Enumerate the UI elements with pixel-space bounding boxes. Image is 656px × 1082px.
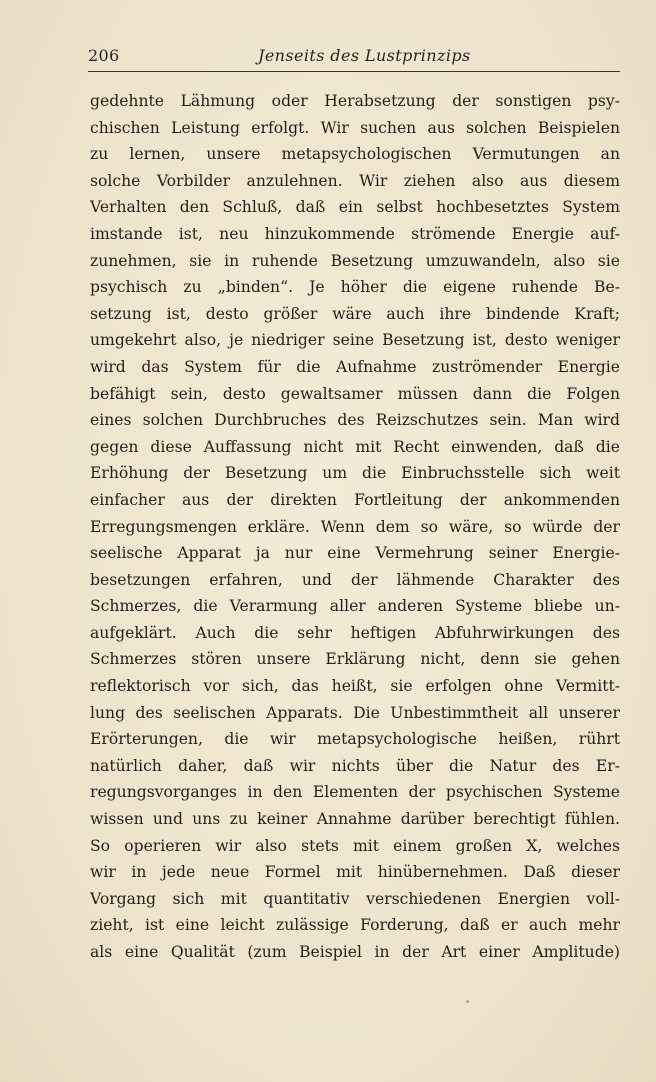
text-line: zu lernen, unsere metapsychologischen Vermutungen an — [90, 145, 620, 164]
text-line: psychisch zu „binden“. Je höher die eigene ruhende Be- — [90, 278, 620, 297]
text-line: besetzungen erfahren, und der lähmende Charakter des — [90, 570, 620, 589]
text-line: lung des seelischen Apparats. Die Unbestimmtheit all unserer — [90, 703, 620, 722]
text-line: wir in jede neue Formel mit hinübernehmen. Daß dieser — [90, 863, 620, 882]
text-line: wissen und uns zu keiner Annahme darüber berechtigt fühlen. — [90, 810, 620, 829]
text-line: befähigt sein, desto gewaltsamer müssen dann die Folgen — [90, 384, 620, 403]
page-number: 206 — [88, 46, 120, 65]
text-line: als eine Qualität (zum Beispiel in der Art einer Amplitude) — [90, 943, 620, 961]
text-line: gegen diese Auffassung nicht mit Recht einwenden, daß die — [90, 437, 620, 456]
text-line: aufgeklärt. Auch die sehr heftigen Abfuhrwirkungen des — [90, 623, 620, 642]
text-line: eines solchen Durchbruches des Reizschutzes sein. Man wird — [90, 411, 620, 430]
text-line: Schmerzes, die Verarmung aller anderen Systeme bliebe un- — [90, 597, 620, 616]
text-line: Erregungsmengen erkläre. Wenn dem so wäre, so würde der — [90, 517, 620, 536]
text-line: Erhöhung der Besetzung um die Einbruchsstelle sich weit — [90, 464, 620, 483]
text-line: So operieren wir also stets mit einem großen X, welches — [90, 836, 620, 855]
text-line: gedehnte Lähmung oder Herabsetzung der sonstigen psy- — [90, 92, 620, 110]
text-line: umgekehrt also, je niedriger seine Besetzung ist, desto weniger — [90, 331, 620, 350]
text-line: reflektorisch vor sich, das heißt, sie erfolgen ohne Vermitt- — [90, 677, 620, 696]
text-line: solche Vorbilder anzulehnen. Wir ziehen also aus diesem — [90, 171, 620, 190]
text-line: regungsvorganges in den Elementen der psychischen Systeme — [90, 783, 620, 802]
text-line: wird das System für die Aufnahme zuströmender Energie — [90, 357, 620, 376]
text-line: zieht, ist eine leicht zulässige Forderung, daß er auch mehr — [90, 916, 620, 935]
paper-speck — [466, 1000, 469, 1003]
text-line: Schmerzes stören unsere Erklärung nicht, denn sie gehen — [90, 650, 620, 669]
text-line: imstande ist, neu hinzukommende strömende Energie auf- — [90, 224, 620, 243]
text-line: chischen Leistung erfolgt. Wir suchen aus solchen Beispielen — [90, 118, 620, 137]
text-line: setzung ist, desto größer wäre auch ihre bindende Kraft; — [90, 304, 620, 323]
header-rule — [88, 71, 620, 72]
text-line: Vorgang sich mit quantitativ verschiedenen Energien voll- — [90, 889, 620, 908]
running-head — [88, 46, 620, 70]
text-line: Verhalten den Schluß, daß ein selbst hochbesetztes System — [90, 198, 620, 217]
text-line: seelische Apparat ja nur eine Vermehrung seiner Energie- — [90, 544, 620, 563]
body-text — [90, 88, 620, 966]
text-line: Erörterungen, die wir metapsychologische heißen, rührt — [90, 730, 620, 749]
running-title: Jenseits des Lustprinzips — [258, 46, 471, 65]
text-line: zunehmen, sie in ruhende Besetzung umzuwandeln, also sie — [90, 251, 620, 270]
text-line: natürlich daher, daß wir nichts über die Natur des Er- — [90, 756, 620, 775]
text-line: einfacher aus der direkten Fortleitung der ankommenden — [90, 490, 620, 509]
